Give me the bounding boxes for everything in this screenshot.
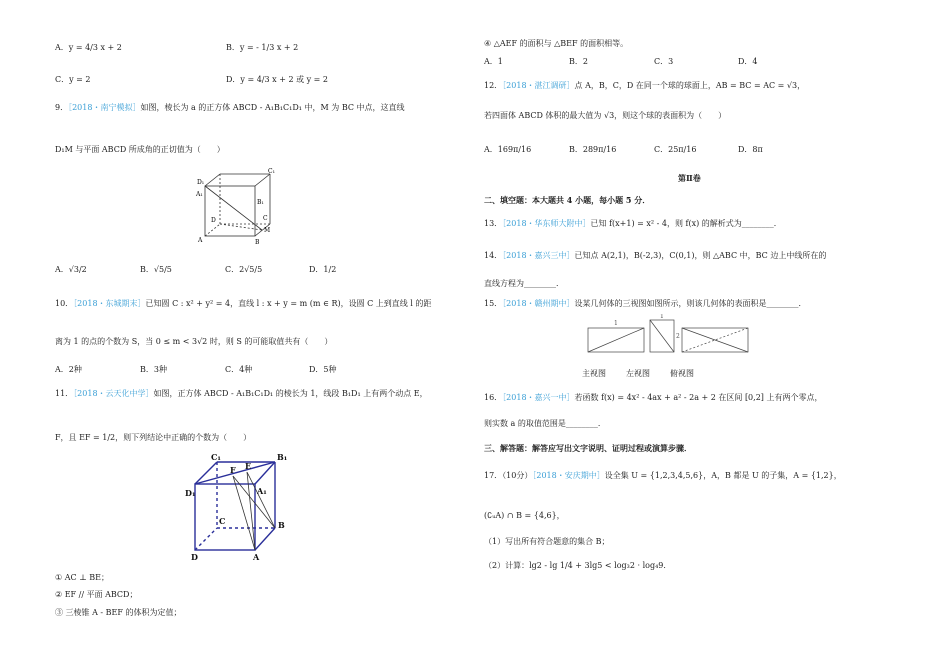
q8-option-a: A．y = 4/3 x + 2 [55, 43, 122, 52]
q14-text1: 已知点 A(2,1)，B(-2,3)，C(0,1)，则 △ABC 中，BC 边上中线所在的 [574, 251, 827, 260]
q17-line1 [484, 470, 842, 482]
q13-line [484, 218, 782, 230]
q11-label-f: F [230, 465, 236, 475]
q9-label-d1: D₁ [197, 179, 205, 186]
q13-text: 已知 f(x+1) = x² - 4，则 f(x) 的解析式为________． [590, 219, 782, 228]
q10-option-a: A．2种 [55, 365, 82, 374]
q12-number: 12． [484, 81, 503, 90]
q17-text1: 设全集 U = {1,2,3,4,5,6}，A，B 都是 U 的子集，A = {1,2}， [604, 471, 842, 480]
q12-option-c: C．25π/16 [654, 145, 697, 154]
q12-option-b: B．289π/16 [569, 145, 617, 154]
q11-option-c: C．3 [654, 57, 674, 66]
q13-source: ［2018・华东师大附中］ [502, 219, 591, 228]
q11-option-d: D．4 [738, 57, 758, 66]
q12-source: ［2018・湛江调研］ [502, 81, 575, 90]
q9-label-m: M [264, 227, 271, 234]
q16-line2: 则实数 a 的取值范围是________． [484, 419, 606, 428]
q11-line2: F，且 EF = 1/2，则下列结论中正确的个数为（ ） [55, 433, 252, 442]
q17-line2: (∁ᵤA) ∩ B = {4,6}， [484, 511, 565, 520]
q15-label-side: 左视图 [626, 369, 650, 378]
q10-text1: 已知圆 C : x² + y² = 4，直线 l : x + y = m (m ∈ R)，设圆 C 上到直线 l 的距 [145, 299, 432, 308]
q11-option-a: A．1 [484, 57, 503, 66]
q15-text: 设某几何体的三视图如图所示，则该几何体的表面积是________． [574, 299, 807, 308]
q11-label-a: A [253, 552, 260, 562]
q11-line1 [55, 388, 428, 400]
q15-dim-2: 2 [676, 333, 680, 340]
q8-option-b: B．y = - 1/3 x + 2 [226, 43, 299, 52]
q11-statement-1: ① AC ⊥ BE； [55, 573, 109, 582]
q12-option-a: A．169π/16 [484, 145, 532, 154]
q11-option-b: B．2 [569, 57, 588, 66]
q9-option-b: B．√5/5 [140, 265, 172, 274]
q16-number: 16． [484, 393, 503, 402]
q11-text1: 如图，正方体 ABCD - A₁B₁C₁D₁ 的棱长为 1，线段 B₁D₁ 上有两个动点 E， [153, 389, 428, 398]
q10-line2: 离为 1 的点的个数为 S，当 0 ≤ m < 3√2 时，则 S 的可能取值共有（ ） [55, 337, 333, 346]
part-3-heading: 三、解答题：解答应写出文字说明、证明过程或演算步骤． [484, 443, 692, 453]
q14-source: ［2018・嘉兴三中］ [502, 251, 575, 260]
q9-option-a: A．√3/2 [55, 265, 87, 274]
q9-number: 9． [55, 103, 69, 112]
q15-label-front: 主视图 [582, 369, 606, 378]
q9-label-b: B [255, 239, 260, 246]
q16-text1: 若函数 f(x) = 4x² - 4ax + a² - 2a + 2 在区间 [0,2] 上有两个零点， [574, 393, 823, 402]
q12-text1: 点 A，B，C，D 在同一个球的球面上，AB = BC = AC = √3， [574, 81, 806, 90]
q17-source: ［2018・安庆期中］ [532, 471, 605, 480]
q10-option-d: D．5种 [309, 365, 337, 374]
part-2-heading: 二、填空题：本大题共 4 小题，每小题 5 分． [484, 195, 651, 205]
q11-label-d: D [191, 552, 198, 562]
q10-source: ［2018・东城期末］ [73, 299, 146, 308]
q11-cube-figure [183, 452, 293, 564]
q11-statement-2: ② EF // 平面 ABCD； [55, 590, 138, 599]
q11-label-c: C [219, 516, 226, 526]
q9-line2: D₁M 与平面 ABCD 所成角的正切值为（ ） [55, 145, 225, 154]
q14-line2: 直线方程为________． [484, 279, 564, 288]
q15-three-views [584, 314, 754, 356]
q11-label-d1: D₁ [185, 488, 196, 498]
q17-score: （10分） [502, 471, 533, 480]
q16-line1 [484, 392, 822, 404]
q11-number: 11． [55, 389, 74, 398]
q10-option-c: C．4种 [225, 365, 253, 374]
q11-label-b: B [278, 520, 285, 530]
q11-label-e: E [245, 461, 252, 471]
q16-source: ［2018・嘉兴一中］ [502, 393, 575, 402]
q13-number: 13． [484, 219, 503, 228]
q9-source: ［2018・南宁模拟］ [68, 103, 141, 112]
q9-text1: 如图，棱长为 a 的正方体 ABCD - A₁B₁C₁D₁ 中，M 为 BC 中点，这直线 [140, 103, 405, 112]
q9-label-c1: C₁ [268, 168, 275, 175]
q9-label-a: A [198, 237, 203, 244]
q14-line1 [484, 250, 826, 262]
q11-label-a1: A₁ [257, 486, 267, 496]
q15-line [484, 298, 807, 310]
q12-line1 [484, 80, 805, 92]
q9-label-d: D [211, 217, 216, 224]
q10-line1 [55, 298, 431, 310]
q17-sub2: （2）计算：lg2 - lg 1/4 + 3lg5 < log₃2 · log₄9． [484, 561, 672, 570]
q17-number: 17． [484, 471, 503, 480]
q8-option-c: C．y = 2 [55, 75, 91, 84]
q11-label-b1: B₁ [277, 452, 288, 462]
q11-statement-3: ③ 三棱锥 A - BEF 的体积为定值； [55, 608, 182, 617]
q15-number: 15． [484, 299, 503, 308]
q9-option-d: D．1/2 [309, 265, 337, 274]
q12-option-d: D．8π [738, 145, 763, 154]
q9-cube-figure [195, 168, 275, 246]
q15-dim-3: 1 [660, 314, 664, 320]
q9-option-c: C．2√5/5 [225, 265, 263, 274]
right-column [484, 0, 904, 672]
left-column [55, 0, 475, 672]
q15-dim-1: 1 [614, 320, 618, 327]
section-2-title: 第Ⅱ卷 [678, 173, 701, 183]
q17-sub1: （1）写出所有符合题意的集合 B； [484, 537, 610, 546]
q12-line2: 若四面体 ABCD 体积的最大值为 √3，则这个球的表面积为（ ） [484, 111, 727, 120]
q9-label-a1: A₁ [196, 191, 203, 198]
q9-label-b1: B₁ [257, 199, 264, 206]
q15-source: ［2018・赣州期中］ [502, 299, 575, 308]
q14-number: 14． [484, 251, 503, 260]
q9-label-c: C [263, 215, 268, 222]
q9-line1 [55, 102, 405, 114]
q11-statement-4: ④ △AEF 的面积与 △BEF 的面积相等。 [484, 39, 629, 48]
q11-label-c1: C₁ [211, 452, 221, 462]
q10-number: 10． [55, 299, 74, 308]
q15-label-top: 俯视图 [670, 369, 694, 378]
q8-option-d: D．y = 4/3 x + 2 或 y = 2 [226, 75, 329, 84]
q10-option-b: B．3种 [140, 365, 167, 374]
q11-source: ［2018・云天化中学］ [73, 389, 154, 398]
